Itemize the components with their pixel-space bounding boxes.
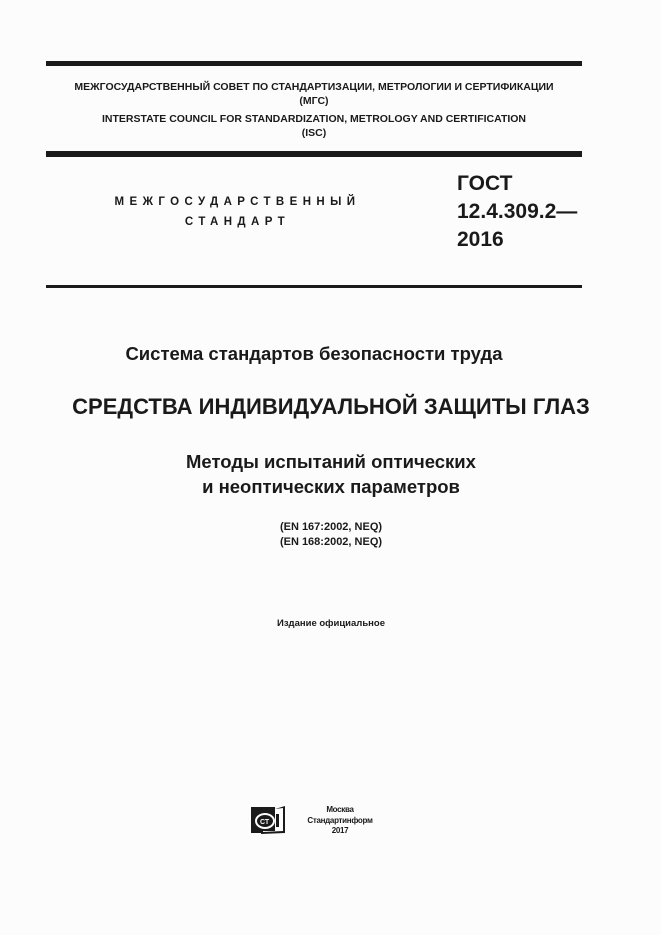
series-title: Система стандартов безопасности труда xyxy=(125,343,503,364)
gost-number: 12.4.309.2— xyxy=(457,200,578,223)
council-en-block xyxy=(46,112,582,140)
council-ru-abbr: (МГС) xyxy=(299,95,329,107)
publisher-block xyxy=(295,805,385,837)
gost-designation xyxy=(457,170,577,254)
publisher-name: Стандартинформ xyxy=(307,815,373,825)
document-title: СРЕДСТВА ИНДИВИДУАЛЬНОЙ ЗАЩИТЫ ГЛАЗ xyxy=(72,394,590,419)
standard-kind xyxy=(100,192,375,232)
references xyxy=(46,520,616,550)
gost-year: 2016 xyxy=(457,228,504,251)
standard-kind-line1: МЕЖГОСУДАРСТВЕННЫЙ xyxy=(114,196,361,208)
publisher-city: Москва xyxy=(326,805,354,814)
document-subtitle xyxy=(46,449,616,499)
gost-prefix: ГОСТ xyxy=(457,172,513,195)
reference-item: (EN 167:2002, NEQ) xyxy=(279,521,383,533)
reference-item: (EN 168:2002, NEQ) xyxy=(279,536,383,548)
standard-kind-line2: СТАНДАРТ xyxy=(184,216,291,228)
council-ru-block xyxy=(46,80,582,108)
standartinform-logo-icon xyxy=(249,805,287,835)
header-bottom-rule xyxy=(46,285,582,288)
council-bottom-rule xyxy=(46,151,582,157)
council-en-name: INTERSTATE COUNCIL FOR STANDARDIZATION, METROLOGY AND CERTIFICATION xyxy=(101,113,527,125)
publisher-year: 2017 xyxy=(331,826,349,835)
council-ru-name: МЕЖГОСУДАРСТВЕННЫЙ СОВЕТ ПО СТАНДАРТИЗАЦИИ, МЕТРОЛОГИИ И СЕРТИФИКАЦИИ xyxy=(74,81,554,93)
subtitle-line1: Методы испытаний оптических xyxy=(186,451,476,472)
svg-text:СТ: СТ xyxy=(260,819,270,826)
council-en-abbr: (ISC) xyxy=(301,127,327,139)
subtitle-line2: и неоптических параметров xyxy=(202,476,460,497)
edition-label: Издание официальное xyxy=(277,618,385,629)
top-rule xyxy=(46,61,582,66)
